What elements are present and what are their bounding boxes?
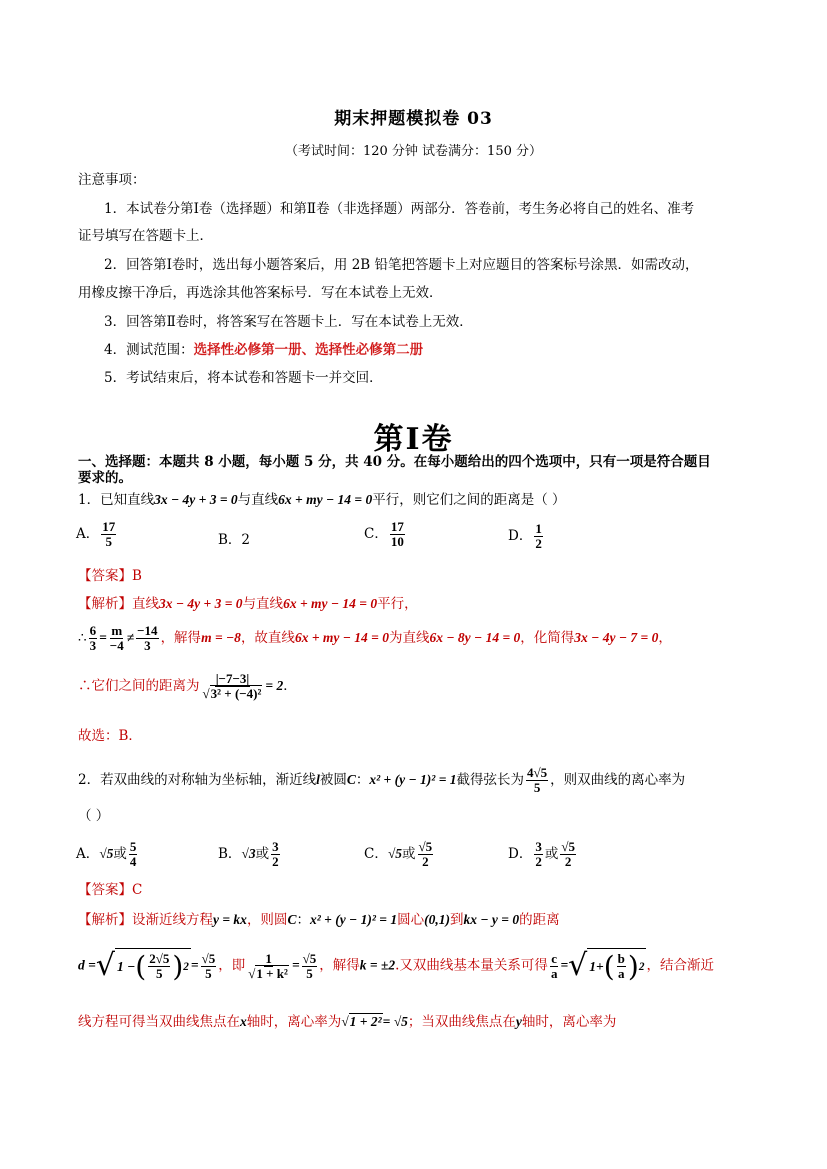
q2-colon: ： — [355, 772, 370, 788]
q2-explanation-3: 线方程可得当双曲线焦点在x轴时，离心率为√1 + 2²= √5；当双曲线焦点在y轴时，离心率为 — [78, 1014, 617, 1030]
q2-opt-b-val: √3 — [241, 846, 256, 861]
q2-circle-eq: x² + (y − 1)² = 1 — [369, 772, 457, 787]
d-eq: d = — [78, 957, 96, 973]
q1-expl2-d: ，化简得 — [520, 630, 575, 646]
q2-opt-d-num2: √5 — [561, 839, 575, 854]
test-range: 选择性必修第一册、选择性必修第二册 — [193, 342, 424, 358]
axis-x: x — [240, 1014, 247, 1029]
q1-expl-label: 【解析】 — [78, 596, 132, 612]
q1-answer: 【答案】B — [78, 568, 142, 584]
q1-opt-d-den: 2 — [535, 536, 542, 551]
q2-explanation-1 — [78, 910, 560, 930]
q2-expl-colon: ： — [296, 912, 310, 928]
k-eq: = — [291, 957, 300, 973]
part1-intro-b: 要求的。 — [78, 470, 132, 486]
q2-expl1-a: 设渐近线方程 — [132, 912, 213, 928]
ba-sq: 2 — [638, 960, 645, 973]
ecc-x-value: = √5 — [382, 1014, 408, 1029]
q1-stem-a: 1．已知直线 — [78, 492, 155, 508]
q2-expl1-d: 到 — [449, 912, 464, 928]
q2-expl-label: 【解析】 — [78, 912, 132, 928]
d-inner-one: 1 − — [116, 958, 136, 974]
q2-opt-d-num1: 3 — [535, 839, 542, 854]
ratio2-num: m — [111, 623, 123, 638]
q1-explanation-2 — [78, 624, 672, 653]
q2-option-a — [76, 840, 139, 869]
q2-opt-c-num: √5 — [418, 839, 433, 854]
q2-option-d — [508, 840, 578, 869]
q1-opt-c-den: 10 — [390, 534, 404, 549]
ecc-x-rad: 1 + 2² — [349, 1014, 382, 1029]
q1-explanation-3: ∴它们之间的距离为 $\frac{|-7-3|}{\text{√3² + (−4)²}}$ = 2． — [78, 671, 297, 701]
q1-expl3-a: ∴它们之间的距离为 — [78, 678, 200, 694]
part1-intro-a: 一、选择题：本题共 8 小题，每小题 5 分，共 40 分。在每小题给出的四个选项中，只有一项是符合题目 — [78, 454, 711, 470]
q2-opt-d-label: D． — [508, 846, 533, 862]
q2-stem-c: 截得弦长为 — [456, 772, 525, 788]
distance-num: |−7−3| — [215, 671, 250, 686]
asymptote: y = kx — [213, 912, 247, 927]
q1-opt-c-label: C． — [364, 526, 388, 542]
q2-opt-b-den: 2 — [272, 854, 279, 869]
q2-option-b — [218, 840, 282, 869]
d-inner-sq: 2 — [183, 960, 189, 973]
q1-opt-d-num: 1 — [535, 521, 542, 536]
q2-expl1-e: 的距离 — [519, 912, 560, 928]
distance-value: = 2 — [265, 678, 284, 693]
q1-opt-c-num: 17 — [390, 519, 404, 534]
q2-ji: ，即 — [218, 957, 246, 974]
q1-expl3-b: ． — [283, 678, 297, 694]
q2-expl-circle-eq: x² + (y − 1)² = 1 — [309, 912, 398, 927]
chord-num: 4√5 — [527, 765, 548, 780]
q1-line1: 3x − 4y + 3 = 0 — [154, 492, 238, 507]
k-res-num: √5 — [302, 950, 317, 966]
q1-explanation-1 — [78, 594, 418, 614]
ratio1-den: 3 — [89, 638, 97, 653]
k-value: k = ±2 — [359, 957, 396, 973]
q2-circle-c: C — [346, 772, 356, 787]
q1-stem — [78, 490, 566, 510]
d-res-den: 5 — [205, 965, 212, 981]
q2-expl2-a: .又双曲线基本量关系可得 — [395, 957, 548, 974]
q2-opt-c-den: 2 — [422, 854, 429, 869]
m-value: m = −8 — [201, 630, 241, 645]
note-1b: 证号填写在答题卡上． — [78, 228, 213, 244]
q2-paren: （ ） — [78, 808, 110, 824]
q2-l: l — [316, 772, 320, 787]
k-res-den: 5 — [306, 965, 313, 981]
q2-stem-d: ，则双曲线的离心率为 — [550, 772, 686, 788]
q2-expl3-c: ；当双曲线焦点在 — [407, 1014, 516, 1030]
q1-option-d — [508, 522, 545, 551]
q1-opt-a-num: 17 — [102, 519, 116, 534]
q2-solve: ，解得 — [319, 957, 360, 974]
q1-expl-line2: 6x + my − 14 = 0 — [283, 596, 378, 611]
chord-den: 5 — [533, 780, 541, 795]
q2-expl3-a: 线方程可得当双曲线焦点在 — [78, 1014, 240, 1030]
q2-expl3-b: 轴时，离心率为 — [246, 1014, 342, 1030]
ca-num: c — [551, 950, 558, 966]
q1-conclusion: 故选：B． — [78, 728, 142, 744]
q2-expl-circle-c: C — [287, 912, 297, 927]
notes-heading: 注意事项： — [78, 172, 146, 188]
q1-line3: 6x − 8y − 14 = 0 — [429, 630, 521, 645]
q2-opt-a-or: 或 — [113, 846, 127, 862]
exam-info: （考试时间：120 分钟 试卷满分：150 分） — [284, 144, 543, 159]
q2-opt-d-den2: 2 — [564, 854, 572, 869]
q2-opt-d-den1: 2 — [535, 854, 542, 869]
q1-opt-d-label: D． — [508, 528, 533, 544]
q1-expl2-a: ，解得 — [160, 630, 202, 646]
d-inner-den: 5 — [156, 966, 163, 981]
section-title: 第Ⅰ卷 — [373, 422, 454, 457]
note-2b: 用橡皮擦干净后，再选涂其他答案标号．写在本试卷上无效． — [78, 285, 443, 301]
q1-expl1-a: 直线 — [132, 596, 159, 612]
q1-line4: 3x − 4y − 7 = 0 — [574, 630, 659, 645]
axis-y: y — [515, 1014, 522, 1029]
q1-expl2-c: 为直线 — [389, 630, 430, 646]
q2-stem-b: 被圆 — [319, 772, 347, 788]
k-den: 1 + k² — [256, 965, 288, 981]
q1-option-c — [364, 520, 407, 549]
q1-stem-c: 平行，则它们之间的距离是（ ） — [372, 492, 566, 508]
q2-opt-b-num: 3 — [272, 839, 279, 854]
q1-line2: 6x + my − 14 = 0 — [278, 492, 373, 507]
note-3: 3．回答第Ⅱ卷时，将答案写在答题卡上．写在本试卷上无效． — [104, 314, 473, 330]
ratio3-num: −14 — [137, 623, 158, 638]
therefore-symbol: ∴ — [78, 630, 87, 646]
ba-den: a — [618, 966, 625, 981]
q1-expl1-c: 平行， — [377, 596, 418, 612]
distance-den: 3² + (−4)² — [210, 686, 262, 701]
q2-opt-a-den: 4 — [129, 854, 137, 869]
note-5: 5．考试结束后，将本试卷和答题卡一并交回． — [104, 370, 383, 386]
d-res-num: √5 — [201, 950, 216, 966]
q1-option-a — [76, 520, 118, 549]
q2-opt-d-or: 或 — [544, 846, 559, 862]
q1-opt-a-den: 5 — [105, 534, 112, 549]
q2-answer: 【答案】C — [78, 882, 143, 898]
circle-center: (0,1) — [424, 912, 450, 927]
eq-sign: = — [99, 630, 107, 645]
q2-opt-c-val: √5 — [387, 846, 403, 861]
q1-opt-a-label: A． — [76, 526, 100, 542]
neq-sign: ≠ — [126, 630, 135, 645]
q1-expl2-b: ，故直线 — [240, 630, 295, 646]
q1-expl2-line2: 6x + my − 14 = 0 — [294, 630, 389, 645]
q1-expl2-e: ， — [658, 630, 672, 646]
q2-opt-a-label: A． — [76, 846, 100, 862]
q1-option-b: B．2 — [218, 532, 251, 548]
ratio3-den: 3 — [144, 638, 151, 653]
ratio2-den: −4 — [109, 638, 124, 653]
q2-expl2-b: ，结合渐近 — [646, 957, 714, 974]
q2-expl3-d: 轴时，离心率为 — [521, 1014, 617, 1030]
q2-opt-b-label: B． — [218, 846, 242, 862]
d-eq2: = — [190, 957, 199, 973]
q1-expl1-b: 与直线 — [242, 596, 284, 612]
q2-expl1-c: 圆心 — [397, 912, 425, 928]
k-num: 1 — [265, 950, 272, 966]
q2-explanation-2: d = √ 1 − ( $\frac{2√5}{5}$ ) 2 = $\frac{√5}{5}$ ，即 $\frac{1}{\text{√1 + k²}}$ = $\frac{√5}{5}$ ，解得k = ±2.又双曲线基本量关系可得 $\frac{c}{a}$ = √ 1+ ( $\frac{b}{a}$ ) 2 ，结合渐近 — [78, 948, 714, 983]
d-inner-num: 2√5 — [149, 951, 170, 966]
note-4 — [104, 340, 423, 360]
note-4-prefix: 4．测试范围： — [104, 342, 194, 358]
q2-expl1-b: ，则圆 — [246, 912, 288, 928]
page-title: 期末押题模拟卷 03 — [334, 109, 493, 129]
ca-den: a — [550, 965, 558, 981]
q2-opt-a-val: √5 — [99, 846, 114, 861]
q2-opt-c-label: C． — [364, 846, 388, 862]
q2-stem — [78, 766, 685, 795]
ba-num: b — [617, 951, 625, 966]
q2-opt-a-num: 5 — [129, 839, 137, 854]
asymptote-line: kx − y = 0 — [463, 912, 520, 927]
q2-option-c — [364, 840, 435, 869]
note-1a: 1．本试卷分第Ⅰ卷（选择题）和第Ⅱ卷（非选择题）两部分．答卷前，考生务必将自己的姓名、准考 — [104, 201, 695, 217]
note-2a: 2．回答第Ⅰ卷时，选出每小题答案后，用 2B 铅笔把答题卡上对应题目的答案标号涂黑．如需改动， — [104, 257, 699, 273]
q1-expl-line1: 3x − 4y + 3 = 0 — [159, 596, 243, 611]
q2-stem-a: 2．若双曲线的对称轴为坐标轴，渐近线 — [78, 772, 317, 788]
q2-opt-b-or: 或 — [255, 846, 270, 862]
q1-stem-b: 与直线 — [237, 492, 279, 508]
q2-opt-c-or: 或 — [402, 846, 416, 862]
ratio1-num: 6 — [89, 623, 97, 638]
ca-eq: = — [560, 957, 569, 973]
